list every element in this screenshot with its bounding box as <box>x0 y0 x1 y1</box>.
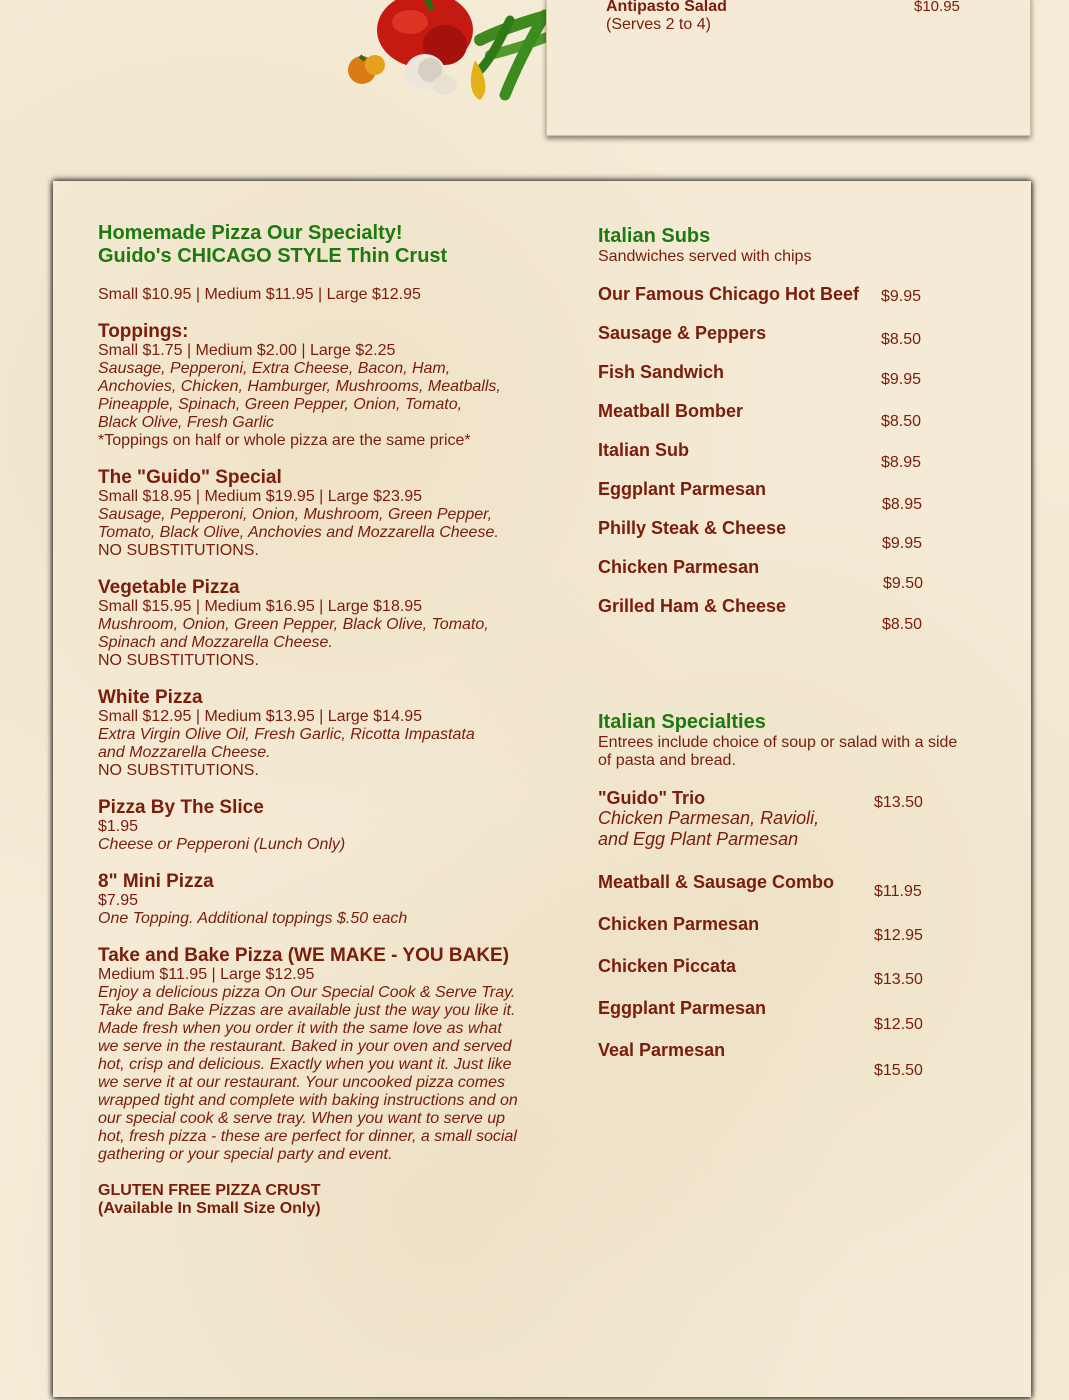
specialties-subtitle: of pasta and bread. <box>598 752 736 769</box>
take-bake-prices: Medium $11.95 | Large $12.95 <box>98 966 315 983</box>
take-bake-desc: wrapped tight and complete with baking instructions and on <box>98 1092 518 1109</box>
take-bake-desc: we serve in the restaurant. Baked in your oven and served <box>98 1038 512 1055</box>
specialty-item-name: Chicken Parmesan <box>598 914 760 934</box>
white-pizza-note: NO SUBSTITUTIONS. <box>98 762 259 779</box>
sub-item-price: $8.50 <box>881 331 922 348</box>
take-bake-desc: we serve it at our restaurant. Your uncooked pizza comes <box>98 1074 506 1091</box>
sub-item-price: $8.95 <box>882 496 923 513</box>
take-bake-title: Take and Bake Pizza (WE MAKE - YOU BAKE) <box>98 945 510 966</box>
white-pizza-prices: Small $12.95 | Medium $13.95 | Large $14.95 <box>98 708 423 725</box>
take-bake-desc: Enjoy a delicious pizza On Our Special Cook & Serve Tray. <box>98 984 516 1001</box>
toppings-title: Toppings: <box>98 321 189 342</box>
specialty-item-price: $12.50 <box>874 1016 923 1033</box>
guido-special-desc: Tomato, Black Olive, Anchovies and Mozzarella Cheese. <box>98 524 499 541</box>
guido-special-title: The "Guido" Special <box>98 467 282 488</box>
subs-title: Italian Subs <box>598 225 711 247</box>
take-bake-desc: hot, fresh pizza - these are perfect for dinner, a small social <box>98 1128 517 1145</box>
toppings-note: *Toppings on half or whole pizza are the same price* <box>98 432 471 449</box>
gluten-free-note: (Available In Small Size Only) <box>98 1200 321 1217</box>
antipasto-name: Antipasto Salad <box>606 0 727 15</box>
specialty-item-price: $13.50 <box>874 971 923 988</box>
sub-item-name: Philly Steak & Cheese <box>598 518 787 538</box>
trio-name: "Guido" Trio <box>598 788 706 808</box>
vegetable-pizza-prices: Small $15.95 | Medium $16.95 | Large $18.95 <box>98 598 423 615</box>
specialty-item-name: Meatball & Sausage Combo <box>598 872 835 892</box>
specialties-title: Italian Specialties <box>598 711 766 733</box>
sub-item-name: Grilled Ham & Cheese <box>598 596 787 616</box>
sub-item-price: $8.95 <box>881 454 922 471</box>
white-pizza-desc: Extra Virgin Olive Oil, Fresh Garlic, Ricotta Impastata <box>98 726 475 743</box>
toppings-line: Sausage, Pepperoni, Extra Cheese, Bacon, Ham, <box>98 360 451 377</box>
mini-pizza-title: 8" Mini Pizza <box>98 871 214 892</box>
sub-item-name: Italian Sub <box>598 440 690 460</box>
take-bake-desc: our special cook & serve tray. When you want to serve up <box>98 1110 506 1127</box>
mini-pizza-price: $7.95 <box>98 892 139 909</box>
take-bake-desc: Made fresh when you order it with the same love as what <box>98 1020 502 1037</box>
mini-pizza-desc: One Topping. Additional toppings $.50 each <box>98 910 408 927</box>
sub-item-name: Fish Sandwich <box>598 362 725 382</box>
antipasto-desc: (Serves 2 to 4) <box>606 16 711 33</box>
sub-item-price: $8.50 <box>882 616 923 633</box>
specialty-item-name: Eggplant Parmesan <box>598 998 767 1018</box>
take-bake-desc: gathering or your special party and event. <box>98 1146 393 1163</box>
toppings-line: Anchovies, Chicken, Hamburger, Mushrooms, Meatballs, <box>98 378 501 395</box>
white-pizza-title: White Pizza <box>98 687 203 708</box>
vegetable-pizza-note: NO SUBSTITUTIONS. <box>98 652 259 669</box>
sub-item-price: $9.95 <box>881 371 922 388</box>
guido-special-note: NO SUBSTITUTIONS. <box>98 542 259 559</box>
trio-desc-line: Chicken Parmesan, Ravioli, <box>598 808 820 828</box>
pizza-title: Homemade Pizza Our Specialty! <box>98 222 403 244</box>
trio-desc-line: and Egg Plant Parmesan <box>598 829 799 849</box>
specialty-item-price: $12.95 <box>874 927 923 944</box>
slice-title: Pizza By The Slice <box>98 797 264 818</box>
antipasto-price: $10.95 <box>914 0 960 15</box>
guido-special-desc: Sausage, Pepperoni, Onion, Mushroom, Green Pepper, <box>98 506 493 523</box>
vegetable-pizza-title: Vegetable Pizza <box>98 577 240 598</box>
sub-item-price: $9.50 <box>883 575 924 592</box>
sub-item-price: $8.50 <box>881 413 922 430</box>
slice-desc: Cheese or Pepperoni (Lunch Only) <box>98 836 346 853</box>
toppings-line: Pineapple, Spinach, Green Pepper, Onion, Tomato, <box>98 396 463 413</box>
guido-special-prices: Small $18.95 | Medium $19.95 | Large $23.95 <box>98 488 423 505</box>
sub-item-price: $9.95 <box>882 535 923 552</box>
vegetable-pizza-desc: Mushroom, Onion, Green Pepper, Black Olive, Tomato, <box>98 616 489 633</box>
white-pizza-desc: and Mozzarella Cheese. <box>98 744 271 761</box>
trio-desc <box>598 808 819 850</box>
take-bake-desc: hot, crisp and delicious. Exactly when you want it. Just like <box>98 1056 512 1073</box>
specialties-subtitle: Entrees include choice of soup or salad with a side <box>598 734 958 751</box>
subs-subtitle: Sandwiches served with chips <box>598 248 812 265</box>
pizza-column <box>98 222 528 1218</box>
sub-item-price: $9.95 <box>881 288 922 305</box>
sub-item-name: Sausage & Peppers <box>598 323 767 343</box>
specialty-item-name: Chicken Piccata <box>598 956 737 976</box>
vegetable-pizza-desc: Spinach and Mozzarella Cheese. <box>98 634 333 651</box>
pizza-prices: Small $10.95 | Medium $11.95 | Large $12.95 <box>98 286 421 303</box>
take-bake-desc: Take and Bake Pizzas are available just the way you like it. <box>98 1002 516 1019</box>
sub-item-name: Eggplant Parmesan <box>598 479 767 499</box>
slice-price: $1.95 <box>98 818 139 835</box>
sub-item-name: Chicken Parmesan <box>598 557 760 577</box>
toppings-line: Black Olive, Fresh Garlic <box>98 414 275 431</box>
toppings-prices: Small $1.75 | Medium $2.00 | Large $2.25 <box>98 342 396 359</box>
trio-price: $13.50 <box>874 794 923 811</box>
gluten-free-title: GLUTEN FREE PIZZA CRUST <box>98 1182 321 1199</box>
sub-item-name: Meatball Bomber <box>598 401 744 421</box>
sub-item-name: Our Famous Chicago Hot Beef <box>598 284 860 304</box>
pizza-subtitle: Guido's CHICAGO STYLE Thin Crust <box>98 245 448 267</box>
specialty-item-name: Veal Parmesan <box>598 1040 726 1060</box>
specialty-item-price: $11.95 <box>874 883 922 900</box>
specialty-item-price: $15.50 <box>874 1062 923 1079</box>
